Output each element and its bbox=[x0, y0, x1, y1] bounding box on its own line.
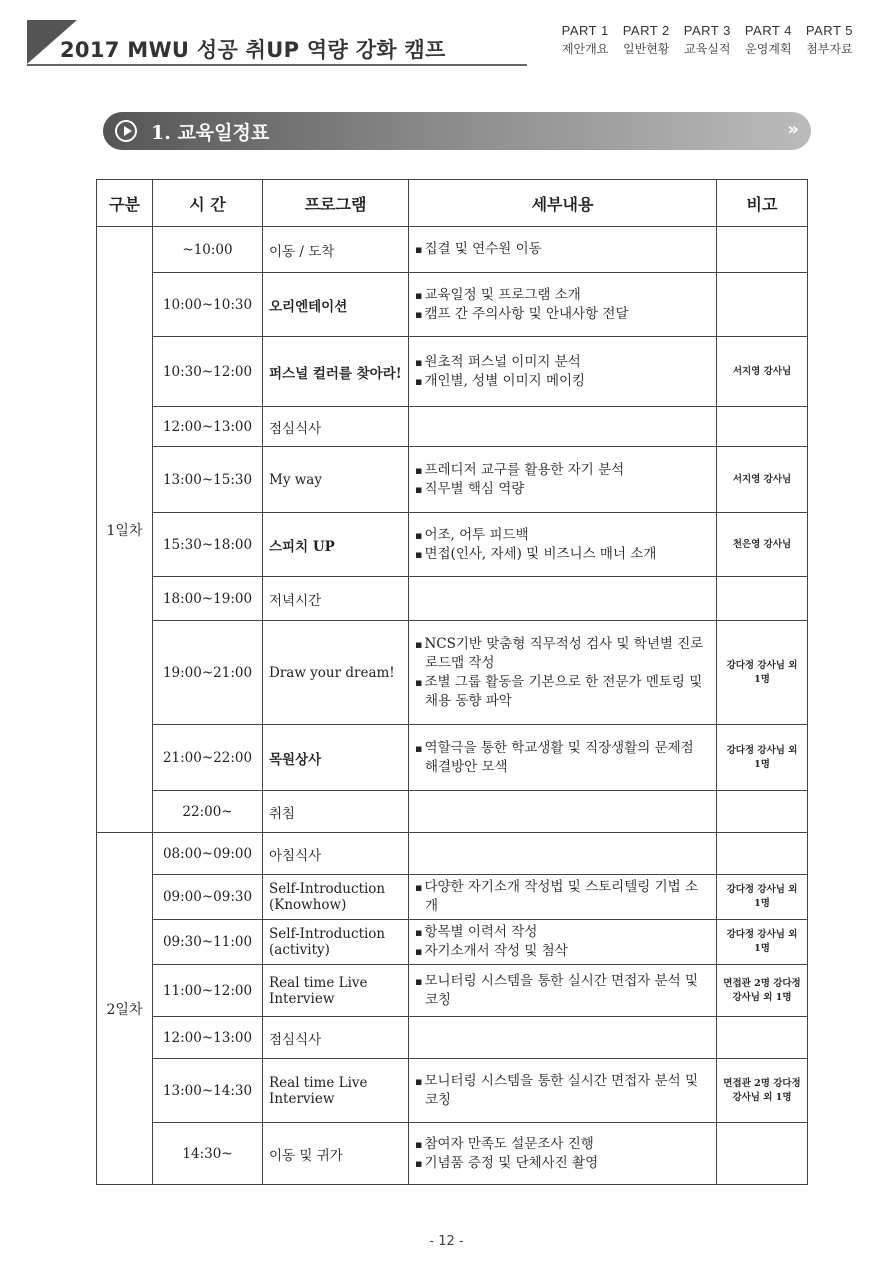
table-row bbox=[97, 337, 808, 407]
program-cell: Self-Introduction (Knowhow) bbox=[263, 875, 409, 920]
double-chevron-right-icon: » bbox=[787, 119, 799, 140]
table-row bbox=[97, 920, 808, 965]
time-cell: 14:30~ bbox=[153, 1123, 263, 1185]
time-cell: 12:00~13:00 bbox=[153, 407, 263, 447]
table-row bbox=[97, 227, 808, 273]
note-cell: 서지영 강사님 bbox=[717, 447, 808, 513]
detail-item: ▪ 기념품 증정 및 단체사진 촬영 bbox=[415, 1154, 710, 1173]
table-row bbox=[97, 725, 808, 791]
program-cell: 스피치 UP bbox=[263, 513, 409, 577]
detail-item: ▪ 면접(인사, 자세) 및 비즈니스 매너 소개 bbox=[415, 545, 710, 564]
details-cell bbox=[409, 833, 717, 875]
details-cell bbox=[409, 1123, 717, 1185]
table-row bbox=[97, 791, 808, 833]
detail-item: ▪ 역할극을 통한 학교생활 및 직장생활의 문제점 해결방안 모색 bbox=[415, 739, 710, 777]
note-cell: 강다정 강사님 외 1명 bbox=[717, 920, 808, 965]
time-cell: 21:00~22:00 bbox=[153, 725, 263, 791]
time-cell: 09:30~11:00 bbox=[153, 920, 263, 965]
time-cell: 12:00~13:00 bbox=[153, 1017, 263, 1059]
part-1: PART 1 제안개요 bbox=[561, 23, 609, 56]
details-cell bbox=[409, 875, 717, 920]
table-row bbox=[97, 407, 808, 447]
detail-item: ▪ 참여자 만족도 설문조사 진행 bbox=[415, 1135, 710, 1154]
note-cell: 천은영 강사님 bbox=[717, 513, 808, 577]
part-4: PART 4 운영계획 bbox=[744, 23, 792, 56]
details-cell bbox=[409, 621, 717, 725]
schedule-table bbox=[96, 179, 808, 1185]
time-cell: 22:00~ bbox=[153, 791, 263, 833]
note-cell bbox=[717, 1017, 808, 1059]
program-cell: 이동 및 귀가 bbox=[263, 1123, 409, 1185]
detail-item: ▪ 교육일정 및 프로그램 소개 bbox=[415, 286, 710, 305]
details-cell bbox=[409, 1017, 717, 1059]
program-cell: My way bbox=[263, 447, 409, 513]
table-row bbox=[97, 577, 808, 621]
detail-item: ▪ NCS기반 맞춤형 직무적성 검사 및 학년별 진로 로드맵 작성 bbox=[415, 635, 710, 673]
note-cell: 면접관 2명 강다정 강사님 외 1명 bbox=[717, 965, 808, 1017]
program-cell: 이동 / 도착 bbox=[263, 227, 409, 273]
note-cell bbox=[717, 833, 808, 875]
play-circle-icon bbox=[115, 120, 137, 142]
program-cell: Real time Live Interview bbox=[263, 1059, 409, 1123]
section-banner bbox=[103, 112, 811, 150]
time-cell: 08:00~09:00 bbox=[153, 833, 263, 875]
time-cell: 10:00~10:30 bbox=[153, 273, 263, 337]
note-cell: 강다정 강사님 외 1명 bbox=[717, 725, 808, 791]
program-cell: 점심식사 bbox=[263, 1017, 409, 1059]
time-cell: 13:00~15:30 bbox=[153, 447, 263, 513]
day-cell: 2일차 bbox=[97, 833, 153, 1185]
detail-item: ▪ 모니터링 시스템을 통한 실시간 면접자 분석 및 코칭 bbox=[415, 1072, 710, 1110]
table-header-row bbox=[97, 180, 808, 227]
program-cell: 오리엔테이션 bbox=[263, 273, 409, 337]
details-cell bbox=[409, 791, 717, 833]
detail-item: ▪ 직무별 핵심 역량 bbox=[415, 480, 710, 499]
table-row bbox=[97, 1017, 808, 1059]
detail-item: ▪ 개인별, 성별 이미지 메이킹 bbox=[415, 372, 710, 391]
note-cell bbox=[717, 407, 808, 447]
table-row bbox=[97, 833, 808, 875]
header-underline bbox=[27, 64, 527, 66]
note-cell: 서지영 강사님 bbox=[717, 337, 808, 407]
note-cell bbox=[717, 577, 808, 621]
note-cell: 면접관 2명 강다정 강사님 외 1명 bbox=[717, 1059, 808, 1123]
note-cell bbox=[717, 273, 808, 337]
program-cell: Draw your dream! bbox=[263, 621, 409, 725]
part-2: PART 2 일반현황 bbox=[622, 23, 670, 56]
details-cell bbox=[409, 920, 717, 965]
details-cell bbox=[409, 1059, 717, 1123]
detail-item: ▪ 자기소개서 작성 및 첨삭 bbox=[415, 942, 710, 961]
details-cell bbox=[409, 273, 717, 337]
part-navigation bbox=[562, 22, 853, 58]
detail-item: ▪ 항목별 이력서 작성 bbox=[415, 923, 710, 942]
table-row bbox=[97, 513, 808, 577]
section-title: 1. 교육일정표 bbox=[151, 121, 270, 144]
time-cell: 13:00~14:30 bbox=[153, 1059, 263, 1123]
col-header-time: 시 간 bbox=[153, 180, 263, 227]
table-row bbox=[97, 1123, 808, 1185]
details-cell bbox=[409, 577, 717, 621]
table-row bbox=[97, 1059, 808, 1123]
table-row bbox=[97, 447, 808, 513]
program-cell: Self-Introduction (activity) bbox=[263, 920, 409, 965]
details-cell bbox=[409, 965, 717, 1017]
time-cell: 10:30~12:00 bbox=[153, 337, 263, 407]
col-header-division: 구분 bbox=[97, 180, 153, 227]
time-cell: 09:00~09:30 bbox=[153, 875, 263, 920]
day-cell: 1일차 bbox=[97, 227, 153, 833]
note-cell: 강다정 강사님 외 1명 bbox=[717, 875, 808, 920]
details-cell bbox=[409, 337, 717, 407]
col-header-program: 프로그램 bbox=[263, 180, 409, 227]
detail-item: ▪ 모니터링 시스템을 통한 실시간 면접자 분석 및 코칭 bbox=[415, 972, 710, 1010]
detail-item: ▪ 원초적 퍼스널 이미지 분석 bbox=[415, 353, 710, 372]
time-cell: 19:00~21:00 bbox=[153, 621, 263, 725]
detail-item: ▪ 프레디저 교구를 활용한 자기 분석 bbox=[415, 461, 710, 480]
page-number: - 12 - bbox=[429, 1234, 464, 1249]
detail-item: ▪ 캠프 간 주의사항 및 안내사항 전달 bbox=[415, 305, 710, 324]
details-cell bbox=[409, 407, 717, 447]
program-cell: Real time Live Interview bbox=[263, 965, 409, 1017]
program-cell: 퍼스널 컬러를 찾아라! bbox=[263, 337, 409, 407]
note-cell: 강다정 강사님 외 1명 bbox=[717, 621, 808, 725]
document-title: 2017 MWU 성공 취UP 역량 강화 캠프 bbox=[60, 38, 446, 62]
table-row bbox=[97, 273, 808, 337]
part-5: PART 5 첨부자료 bbox=[805, 23, 853, 56]
note-cell bbox=[717, 227, 808, 273]
detail-item: ▪ 다양한 자기소개 작성법 및 스토리텔링 기법 소개 bbox=[415, 878, 710, 916]
details-cell bbox=[409, 513, 717, 577]
note-cell bbox=[717, 1123, 808, 1185]
time-cell: ~10:00 bbox=[153, 227, 263, 273]
details-cell bbox=[409, 227, 717, 273]
program-cell: 취침 bbox=[263, 791, 409, 833]
time-cell: 11:00~12:00 bbox=[153, 965, 263, 1017]
program-cell: 저녁시간 bbox=[263, 577, 409, 621]
details-cell bbox=[409, 725, 717, 791]
program-cell: 점심식사 bbox=[263, 407, 409, 447]
table-row bbox=[97, 621, 808, 725]
table-row bbox=[97, 965, 808, 1017]
program-cell: 목원상사 bbox=[263, 725, 409, 791]
time-cell: 15:30~18:00 bbox=[153, 513, 263, 577]
detail-item: ▪ 어조, 어투 피드백 bbox=[415, 526, 710, 545]
detail-item: ▪ 조별 그룹 활동을 기본으로 한 전문가 멘토링 및 채용 동향 파악 bbox=[415, 673, 710, 711]
table-row bbox=[97, 875, 808, 920]
col-header-details: 세부내용 bbox=[409, 180, 717, 227]
program-cell: 아침식사 bbox=[263, 833, 409, 875]
time-cell: 18:00~19:00 bbox=[153, 577, 263, 621]
part-3: PART 3 교육실적 bbox=[683, 23, 731, 56]
details-cell bbox=[409, 447, 717, 513]
col-header-note: 비고 bbox=[717, 180, 808, 227]
note-cell bbox=[717, 791, 808, 833]
detail-item: ▪ 집결 및 연수원 이동 bbox=[415, 240, 710, 259]
